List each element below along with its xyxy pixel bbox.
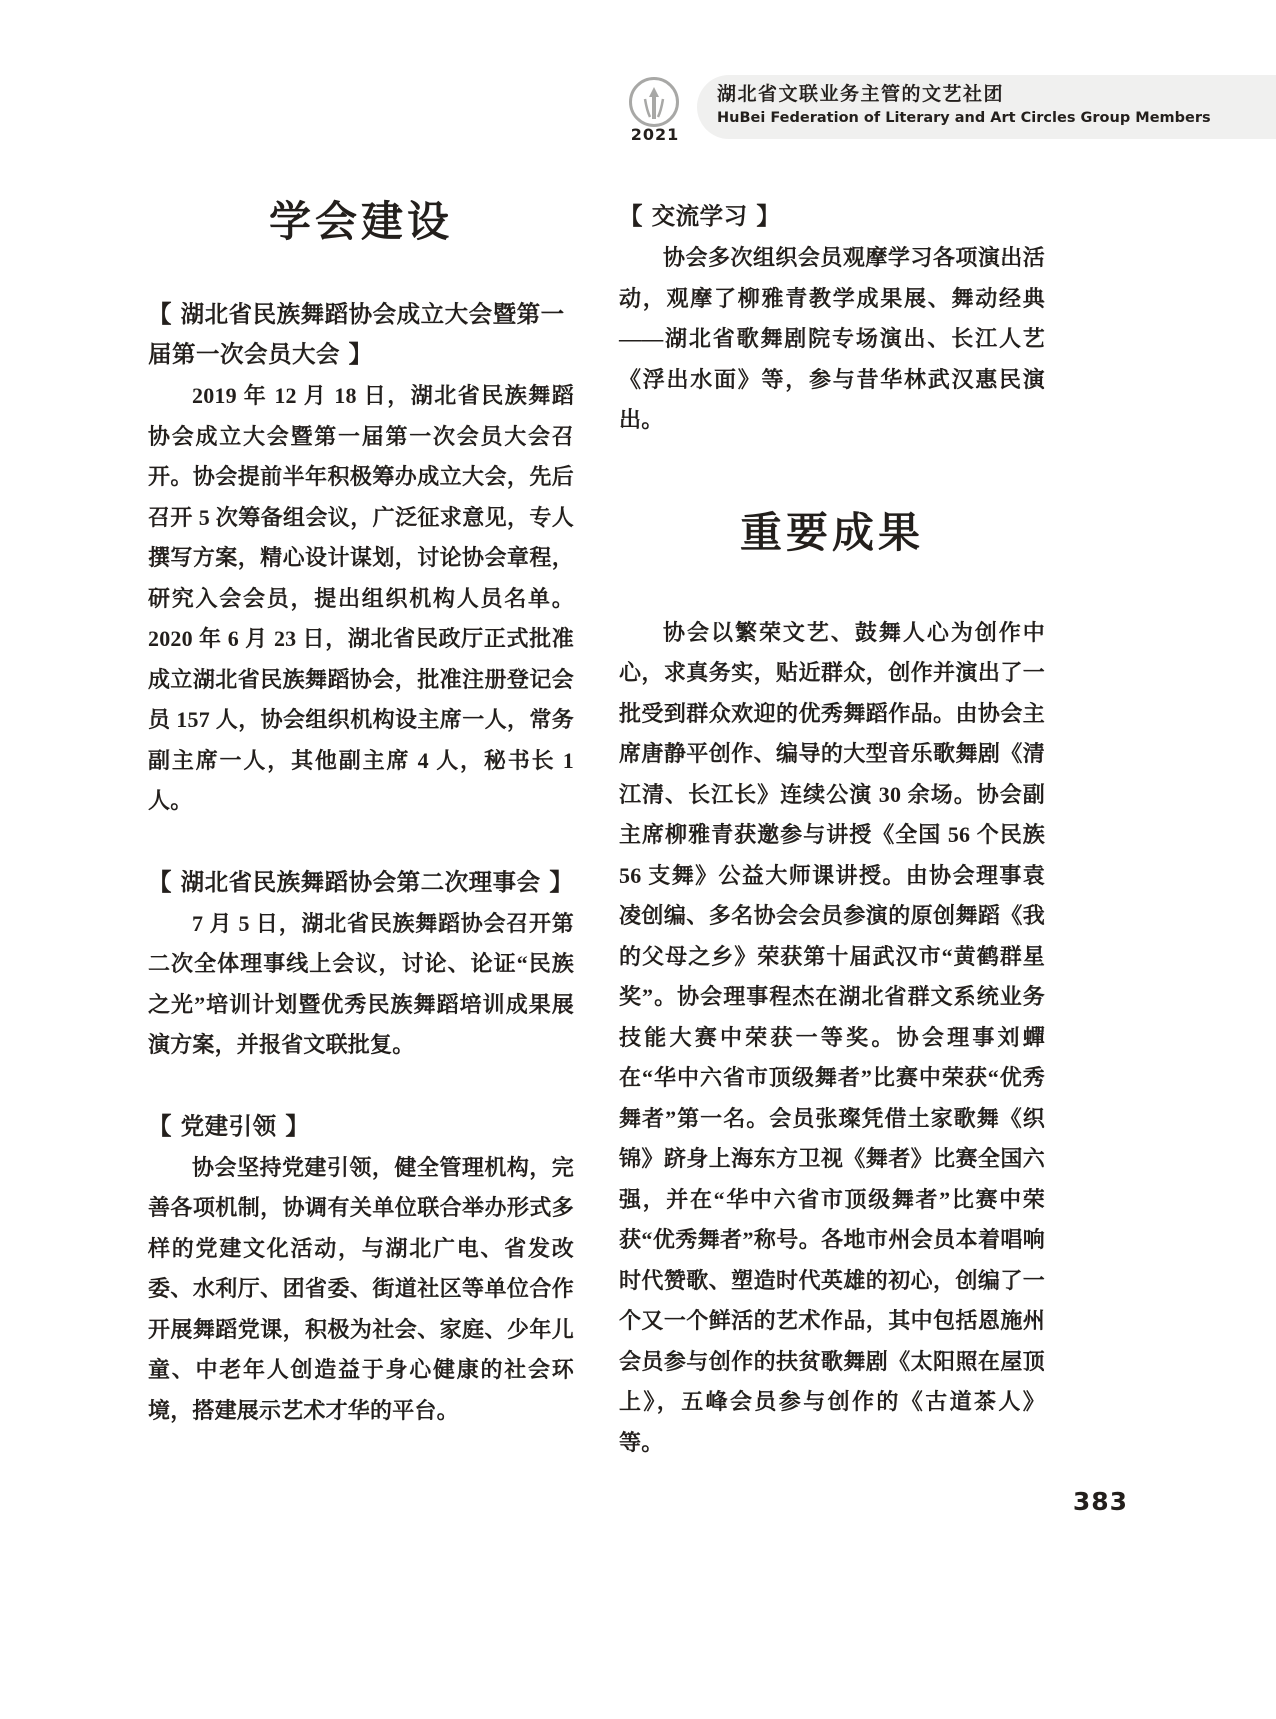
section-body-party-building: 协会坚持党建引领，健全管理机构，完善各项机制，协调有关单位联合举办形式多样的党建文化活动，与湖北广电、省发改委、水利厅、团省委、街道社区等单位合作开展舞蹈党课，积极为社会、家庭、少年儿童、中老年人创造益于身心健康的社会环境，搭建展示艺术才华的平台。	[148, 1154, 574, 1423]
page-header	[0, 75, 1276, 144]
page-title-main: 学会建设	[268, 197, 453, 246]
organization-logo	[629, 77, 691, 144]
page-title-achievements: 重要成果	[739, 507, 924, 557]
section-heading-party-building: 【 党建引领 】	[148, 1111, 310, 1140]
section-body-exchange-learning: 协会多次组织会员观摩学习各项演出活动，观摩了柳雅青教学成果展、舞动经典——湖北省歌舞剧院专场演出、长江人艺《浮出水面》等，参与昔华林武汉惠民演出。	[619, 245, 1045, 432]
header-title-english: HuBei Federation of Literary and Art Circles Group Members	[717, 110, 1211, 126]
header-text-block	[717, 81, 1276, 129]
logo-svg-icon	[640, 85, 668, 121]
section-body-second-council: 7 月 5 日，湖北省民族舞蹈协会召开第二次全体理事线上会议，讨论、论证“民族之光”培训计划暨优秀民族舞蹈培训成果展演方案，并报省文联批复。	[148, 910, 574, 1057]
left-column	[148, 196, 574, 1431]
right-column	[619, 196, 1045, 1463]
logo-mark-icon	[640, 85, 668, 121]
section-body-achievements: 协会以繁荣文艺、鼓舞人心为创作中心，求真务实，贴近群众，创作并演出了一批受到群众欢迎的优秀舞蹈作品。由协会主席唐静平创作、编导的大型音乐歌舞剧《清江清、长江长》连续公演 30 余场。协会副主席柳雅青获邀参与讲授《全国 56 个民族 56 支舞》公益大师课讲授。由协会理事袁凌创编、多名协会会员参演的原创舞蹈《我的父母之乡》荣获第十届武汉市“黄鹤群星奖”。协会理事程杰在湖北省群文系统业务技能大赛中荣获一等奖。协会理事刘蟬在“华中六省市顶级舞者”比赛中荣获“优秀舞者”第一名。会员张璨凭借土家歌舞《织锦》跻身上海东方卫视《舞者》比赛全国六强，并在“华中六省市顶级舞者”比赛中荣获“优秀舞者”称号。各地市州会员本着唱响时代赞歌、塑造时代英雄的初心，创编了一个又一个鲜活的艺术作品，其中包括恩施州会员参与创作的扶贫歌舞剧《太阳照在屋顶上》，五峰会员参与创作的《古道茶人》等。	[619, 619, 1045, 1455]
section-heading-second-council: 【 湖北省民族舞蹈协会第二次理事会 】	[148, 867, 574, 896]
section-heading-exchange-learning: 【 交流学习 】	[619, 202, 781, 230]
section-heading-founding-assembly: 【 湖北省民族舞蹈协会成立大会暨第一届第一次会员大会 】	[148, 300, 565, 368]
logo-year-label: 2021	[630, 125, 680, 144]
page-number: 383	[1072, 1487, 1128, 1516]
header-title-chinese: 湖北省文联业务主管的文艺社团	[717, 83, 1005, 105]
section-body-founding-assembly: 2019 年 12 月 18 日，湖北省民族舞蹈协会成立大会暨第一届第一次会员大会召开。协会提前半年积极筹办成立大会，先后召开 5 次筹备组会议，广泛征求意见，专人撰写方案，精心设计谋划，讨论协会章程，研究入会会员，提出组织机构人员名单。2020 年 6 月 23 日，湖北省民政厅正式批准成立湖北省民族舞蹈协会，批准注册登记会员 157 人，协会组织机构设主席一人，常务副主席一人，其他副主席 4 人，秘书长 1 人。	[148, 383, 574, 813]
